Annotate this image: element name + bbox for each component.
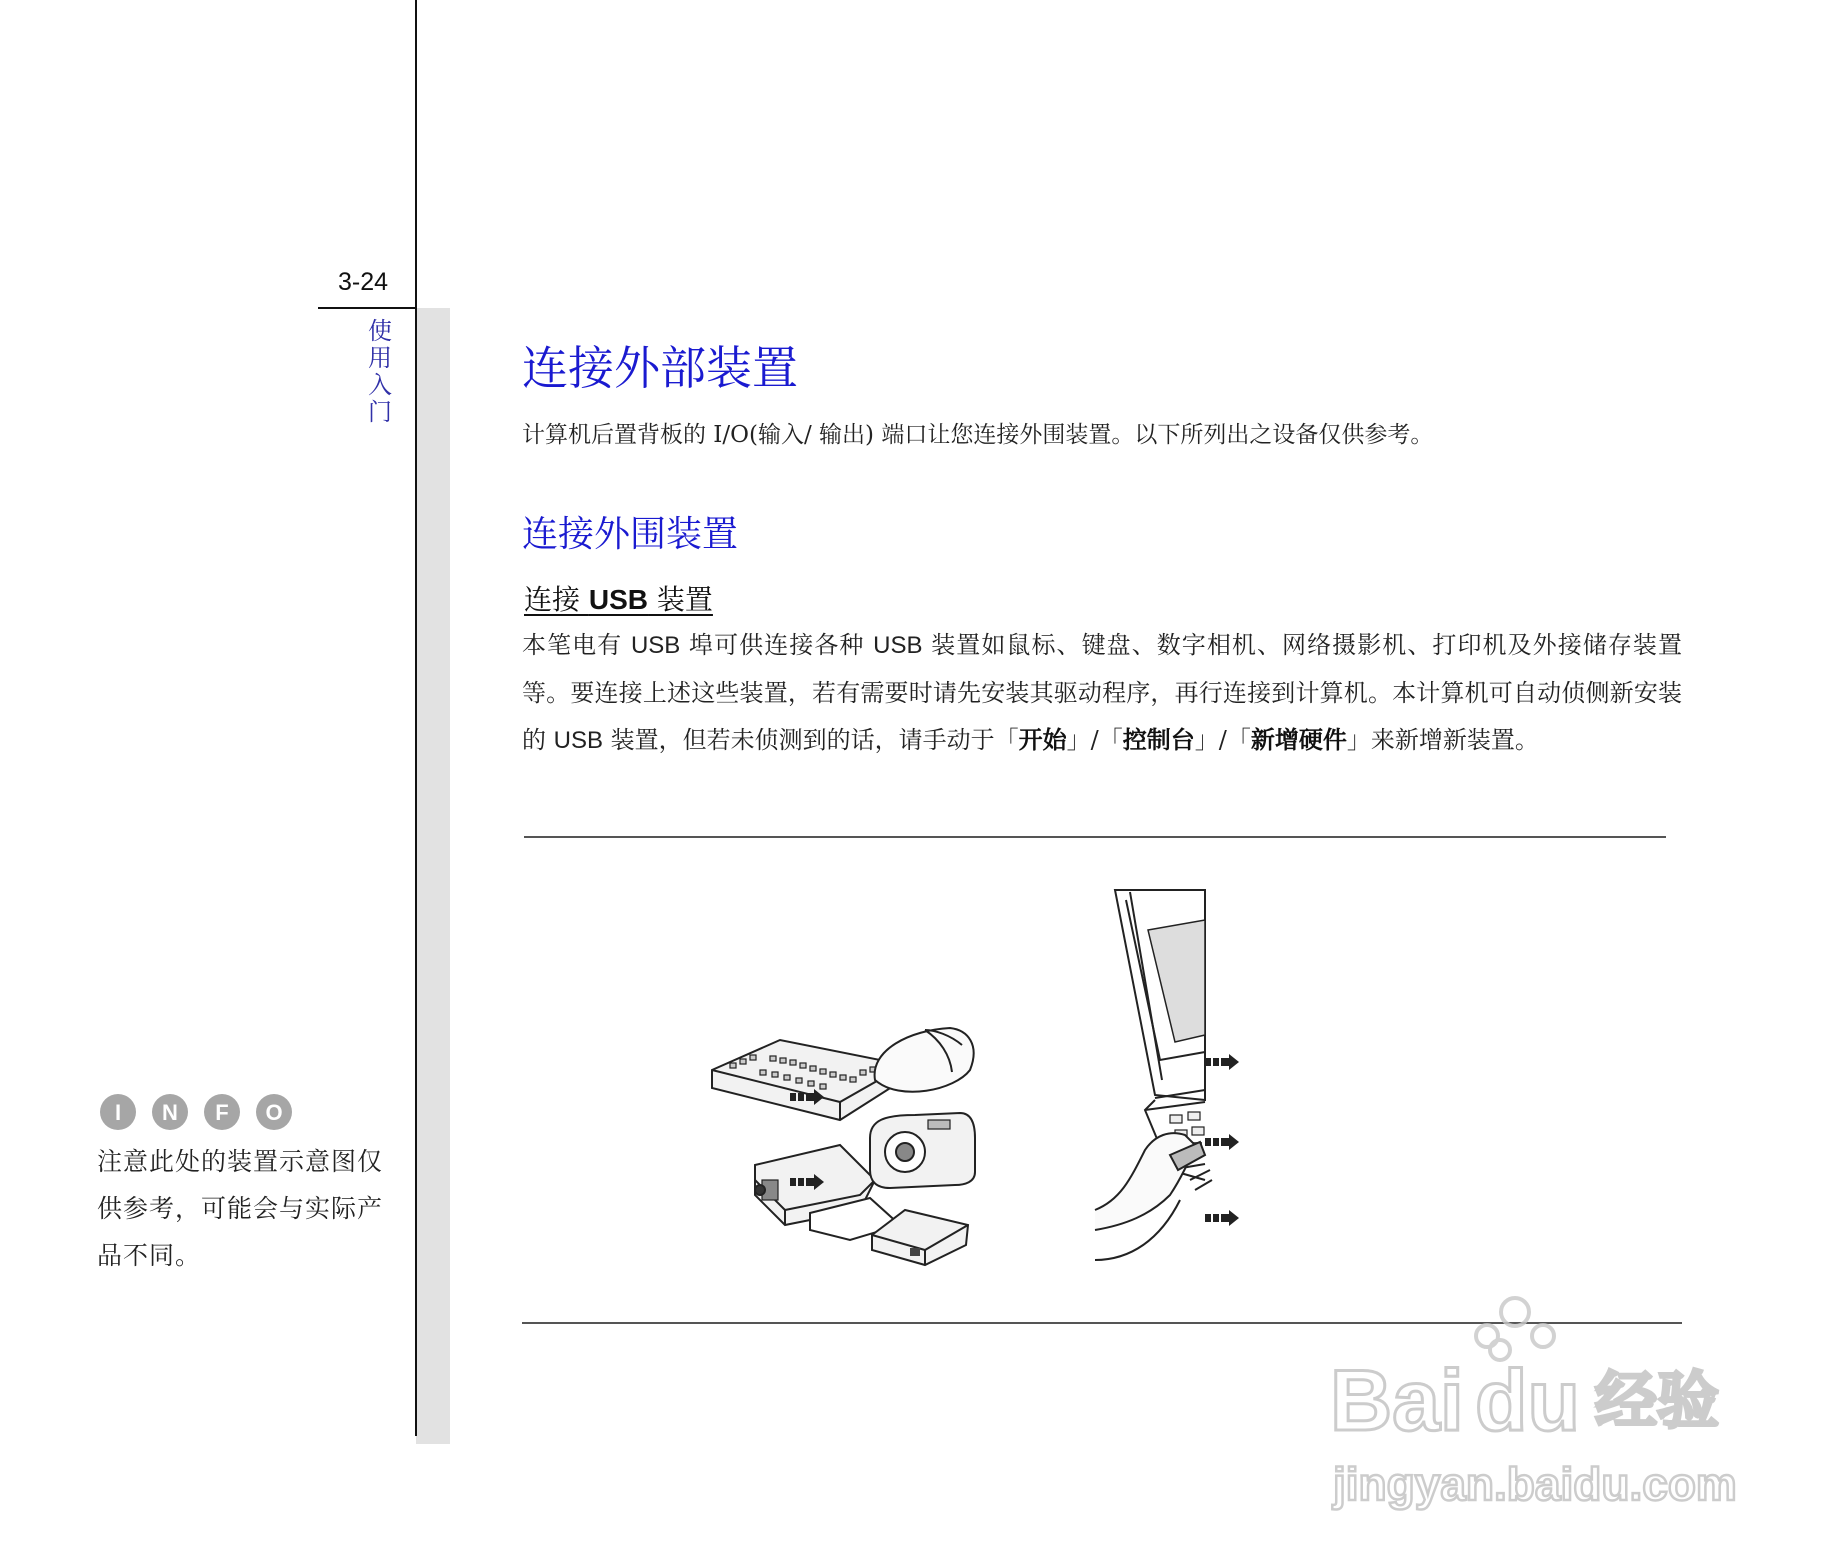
- page-number: 3-24: [338, 268, 389, 296]
- watermark-brand-du: du: [1475, 1353, 1581, 1449]
- side-label-char: 用: [368, 344, 392, 372]
- watermark-product: 经验: [1595, 1364, 1720, 1437]
- info-letter: I: [114, 1100, 122, 1125]
- page-title: 连接外部装置: [522, 341, 798, 395]
- margin-divider: [415, 0, 417, 1436]
- text-run: 」/「: [1194, 726, 1251, 754]
- subsection-suffix: 装置: [648, 583, 713, 616]
- subsection-usb: USB: [588, 584, 649, 615]
- chapter-side-label: [366, 318, 394, 426]
- mouse-icon: [875, 1028, 974, 1092]
- text-run: USB: [873, 632, 923, 659]
- margin-band: [416, 308, 450, 1444]
- usb-devices-illustration: [700, 880, 1590, 1280]
- text-run: 埠可供连接各种: [680, 631, 874, 659]
- section-heading: 连接外围装置: [522, 514, 739, 555]
- side-label-char: 使: [368, 317, 392, 345]
- hand-plugging-usb-icon: [1095, 1133, 1212, 1260]
- side-label-char: 门: [368, 398, 392, 426]
- text-run: 装置，但若未侦测到的话，请手动于「: [603, 726, 1019, 754]
- menu-path-start: 开始: [1018, 726, 1067, 754]
- watermark-url: jingyan.baidu.com: [1333, 1458, 1737, 1510]
- text-run: USB: [553, 727, 603, 754]
- info-letter: O: [265, 1100, 283, 1125]
- intro-paragraph: 计算机后置背板的 I/O(输入/ 输出) 端口让您连接外围装置。以下所列出之设备仅供参考。: [522, 422, 1434, 448]
- side-label-char: 入: [368, 371, 392, 399]
- baidu-jingyan-watermark: [1325, 1290, 1765, 1520]
- subsection-prefix: 连接: [524, 583, 589, 616]
- text-run: 装置如鼠标、键盘、数字相机、网络摄影机、打印机及外接储存装置等。要连接上述这些装置，若有需要时请先安装其驱动程序，再行连接到计算机。本计算机可自动侦侧新安装的: [522, 631, 1682, 754]
- text-run: 」/「: [1066, 726, 1123, 754]
- subsection-heading: [524, 578, 713, 618]
- usb-description-paragraph: [522, 622, 1682, 765]
- menu-path-add-hardware: 新增硬件: [1250, 726, 1347, 754]
- text-run: 本笔电有: [522, 631, 631, 659]
- figure-top-rule: [524, 836, 1666, 838]
- text-run: 」来新增新装置。: [1346, 726, 1539, 754]
- text-run: USB: [630, 632, 681, 659]
- info-letter: N: [162, 1100, 178, 1125]
- info-note: 注意此处的装置示意图仅供参考，可能会与实际产品不同。: [97, 1147, 384, 1270]
- menu-path-control-panel: 控制台: [1122, 726, 1195, 754]
- page-number-rule: [318, 307, 416, 309]
- info-logo-icon: [98, 1092, 304, 1132]
- info-letter: F: [215, 1100, 229, 1125]
- camera-icon: [870, 1113, 975, 1188]
- watermark-brand: Bai: [1330, 1353, 1464, 1449]
